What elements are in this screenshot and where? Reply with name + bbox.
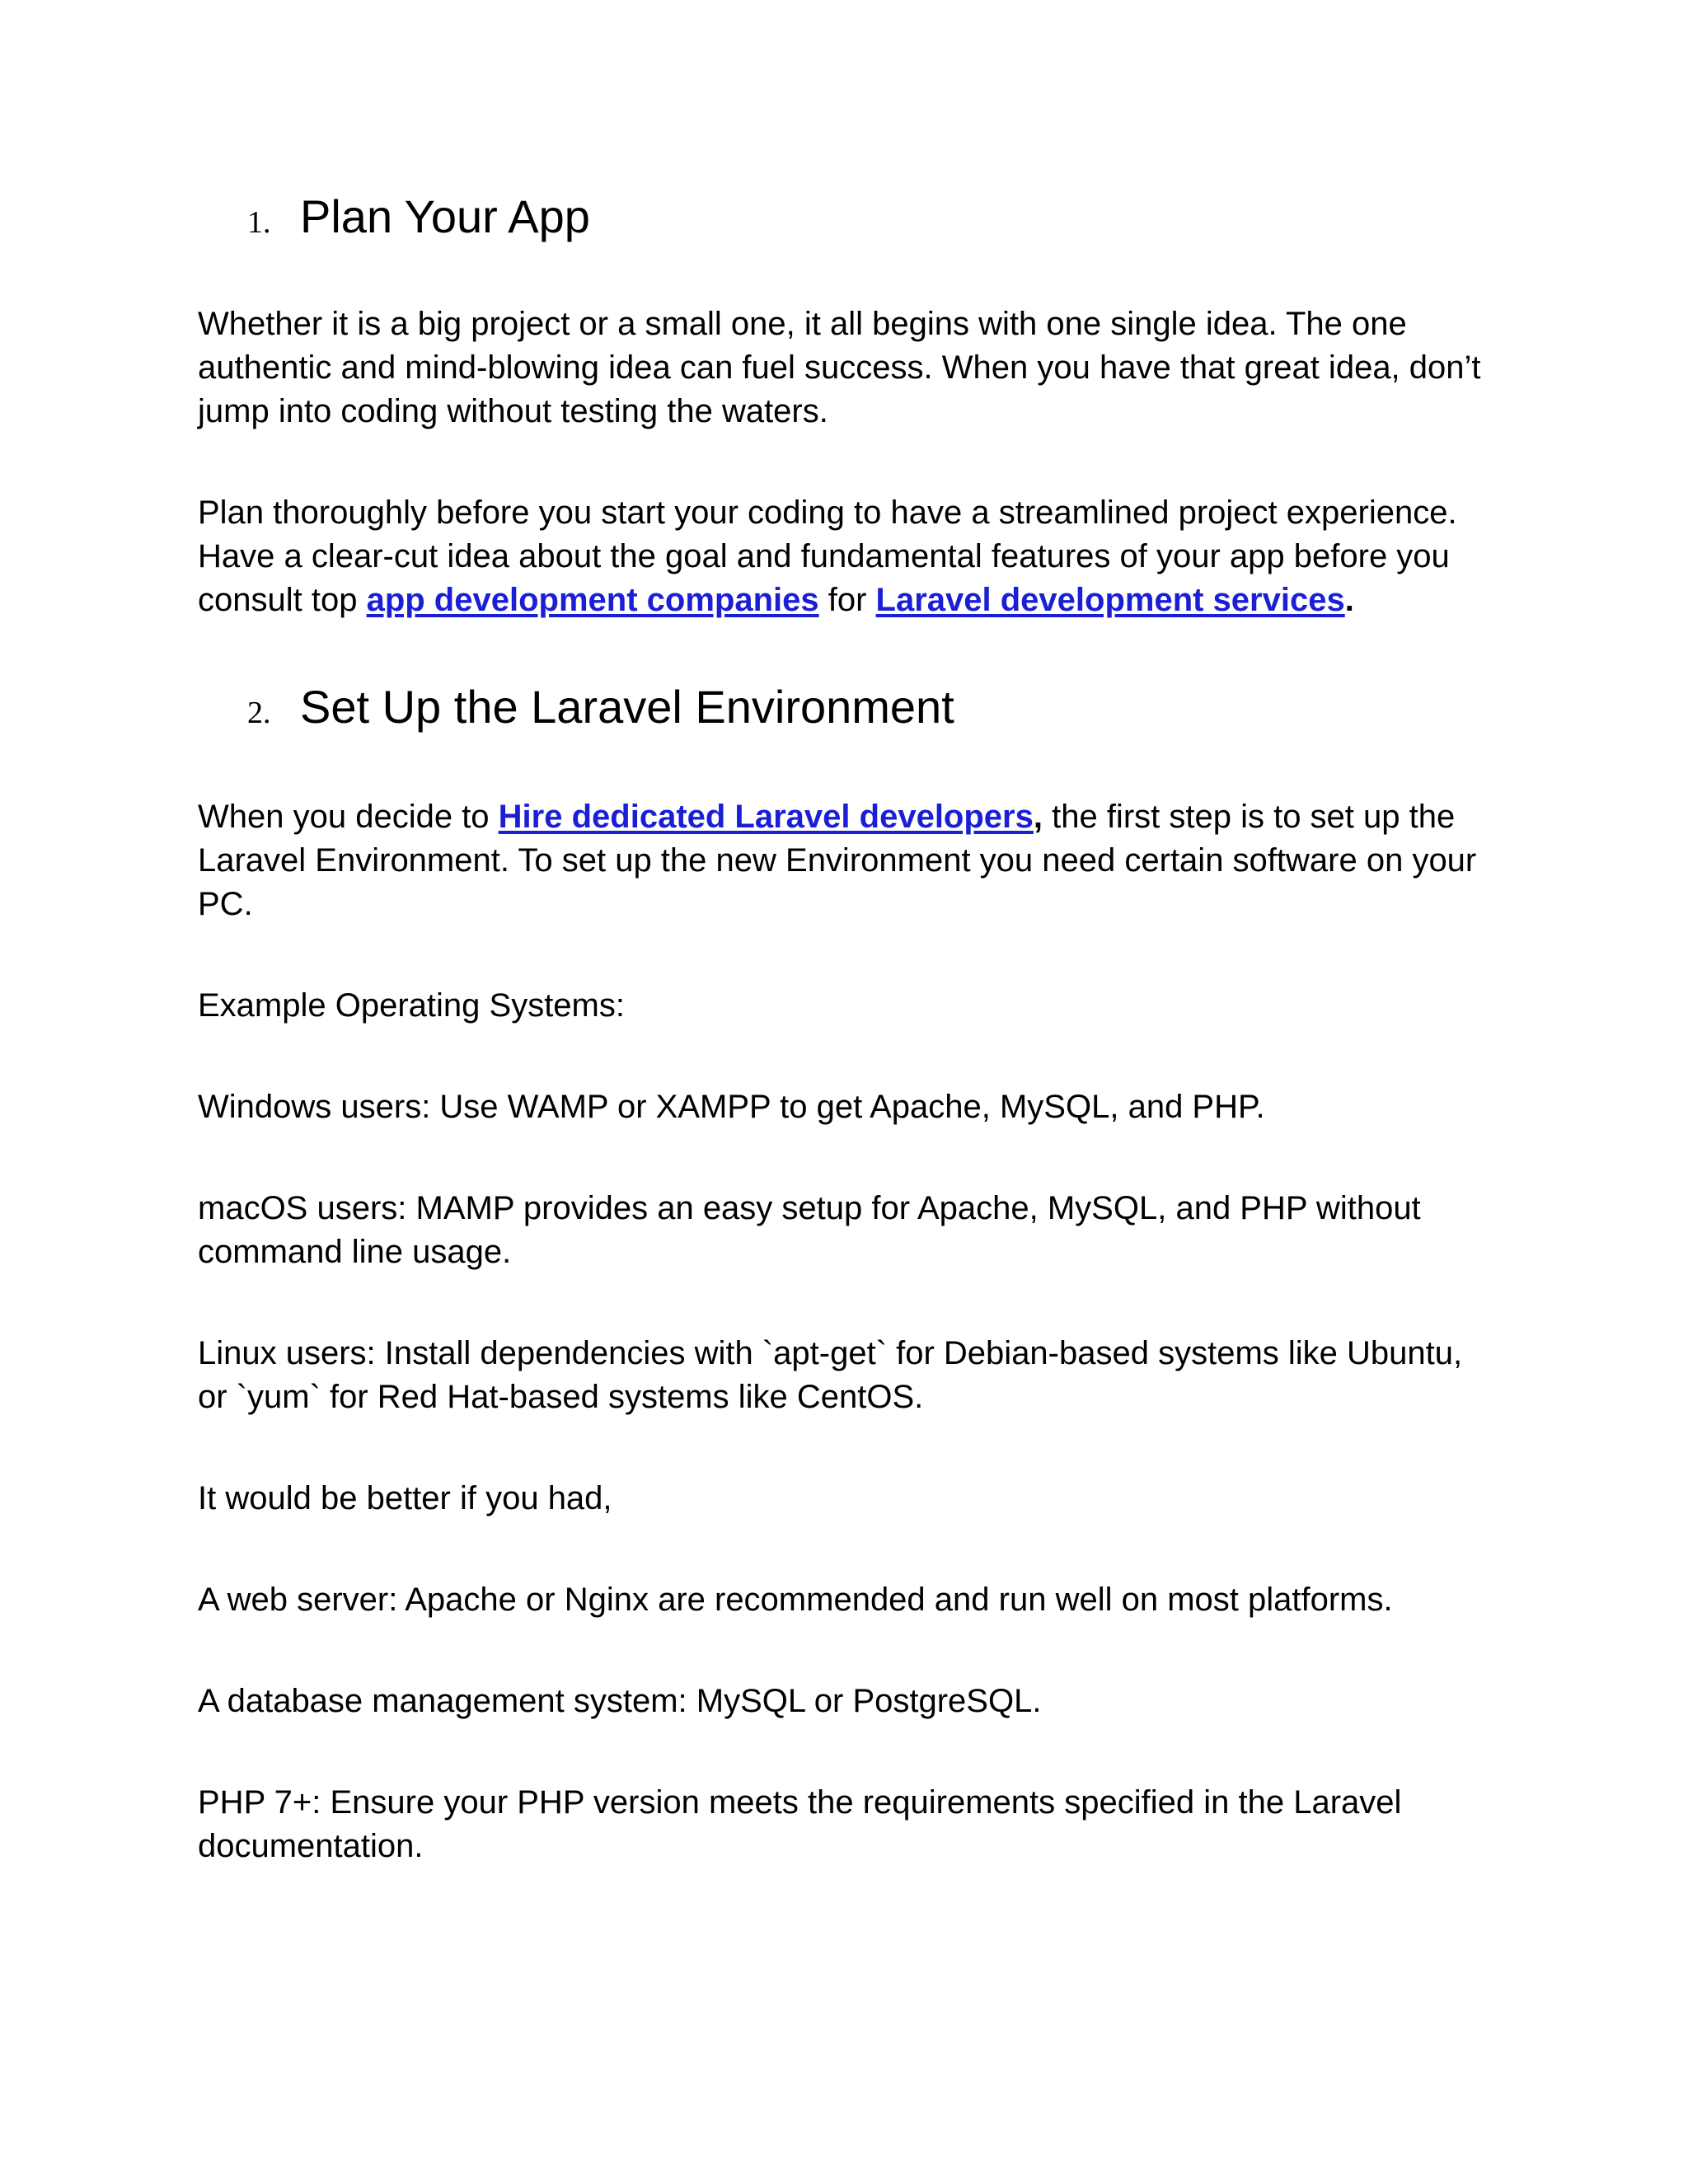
- section-heading-set-up-environment: [198, 680, 1500, 733]
- link-app-development-companies[interactable]: app development companies: [366, 582, 819, 618]
- paragraph-text: When you decide to: [198, 799, 499, 835]
- paragraph-hire-developers: [198, 795, 1500, 926]
- section-title: Plan Your App: [300, 190, 590, 242]
- link-laravel-development-services[interactable]: Laravel development services: [875, 582, 1345, 618]
- paragraph-php-version: PHP 7+: Ensure your PHP version meets the requirements specified in the Laravel documentation.: [198, 1784, 1402, 1864]
- section-number: 1.: [247, 205, 271, 240]
- link-hire-dedicated-laravel-developers[interactable]: Hire dedicated Laravel developers: [498, 799, 1034, 835]
- document-content: [198, 190, 1500, 1868]
- paragraph-plan-thoroughly: [198, 491, 1500, 622]
- paragraph-idea: Whether it is a big project or a small one, it all begins with one single idea. The one authentic and mind-blowing idea can fuel success. When you have that great idea, don’t jump into coding without testing the waters.: [198, 306, 1481, 429]
- paragraph-windows-users: Windows users: Use WAMP or XAMPP to get Apache, MySQL, and PHP.: [198, 1089, 1265, 1125]
- paragraph-example-os: Example Operating Systems:: [198, 987, 625, 1024]
- section-title: Set Up the Laravel Environment: [300, 681, 954, 733]
- paragraph-linux-users: Linux users: Install dependencies with `apt-get` for Debian-based systems like Ubuntu, or `yum` for Red Hat-based systems like CentOS.: [198, 1335, 1463, 1415]
- section-heading-plan-your-app: [198, 190, 1500, 243]
- paragraph-text: Plan thoroughly before you start your coding to have a streamlined project experience. Have a clear-cut idea about the goal and fundamental features of your app before you consult top: [198, 494, 1457, 618]
- paragraph-text: for: [818, 582, 876, 618]
- paragraph-text: ,: [1033, 799, 1043, 835]
- paragraph-database: A database management system: MySQL or PostgreSQL.: [198, 1683, 1042, 1719]
- section-number: 2.: [247, 696, 271, 730]
- paragraph-better-if: It would be better if you had,: [198, 1480, 612, 1516]
- paragraph-macos-users: macOS users: MAMP provides an easy setup for Apache, MySQL, and PHP without command line usage.: [198, 1190, 1421, 1270]
- paragraph-text: the first step is to set up the Laravel Environment. To set up the new Environment you need certain software on your PC.: [198, 799, 1477, 922]
- paragraph-text: .: [1344, 582, 1354, 618]
- paragraph-web-server: A web server: Apache or Nginx are recommended and run well on most platforms.: [198, 1582, 1393, 1618]
